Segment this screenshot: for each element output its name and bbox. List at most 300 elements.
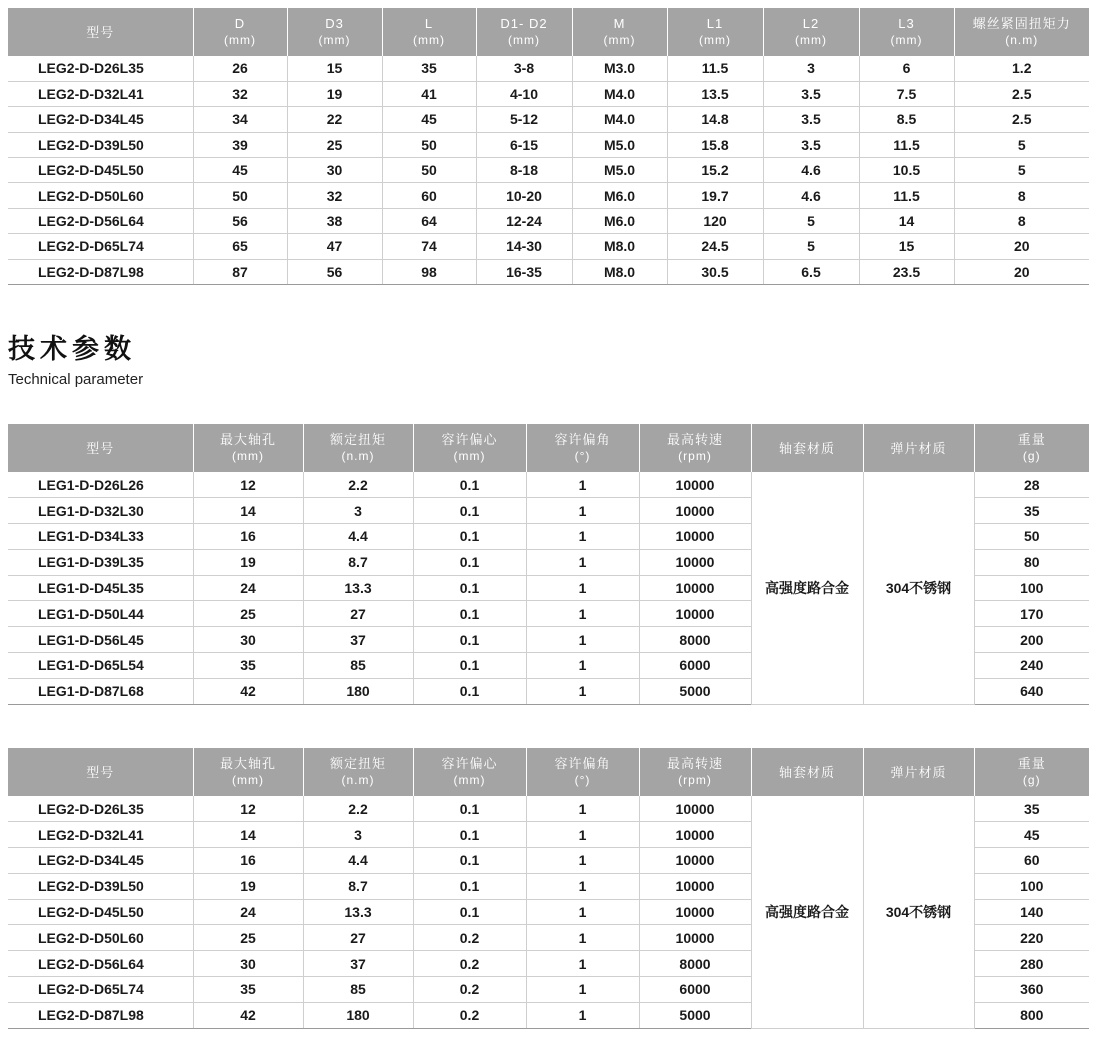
value-cell: 4.4 xyxy=(303,524,413,550)
weight-cell: 100 xyxy=(974,575,1089,601)
column-header-unit: (mm) xyxy=(890,33,923,47)
value-cell: 10000 xyxy=(639,472,751,498)
column-header-label: M xyxy=(613,16,626,31)
value-cell: 35 xyxy=(193,653,303,679)
value-cell: 2.5 xyxy=(954,107,1089,132)
value-cell: 25 xyxy=(287,132,382,157)
model-cell: LEG2-D-D32L41 xyxy=(8,822,193,848)
column-header-label: L3 xyxy=(898,16,915,31)
table-header-row xyxy=(8,748,1089,796)
value-cell: M5.0 xyxy=(572,158,667,183)
column-header xyxy=(193,748,303,796)
value-cell: 0.1 xyxy=(413,549,526,575)
value-cell: 35 xyxy=(193,977,303,1003)
value-cell: 6 xyxy=(859,56,954,81)
column-header-label: 型号 xyxy=(86,24,115,40)
column-header xyxy=(476,8,572,56)
value-cell: 12 xyxy=(193,796,303,822)
weight-cell: 60 xyxy=(974,848,1089,874)
weight-cell: 140 xyxy=(974,899,1089,925)
value-cell: 47 xyxy=(287,234,382,259)
table-row xyxy=(8,259,1089,284)
spring-material-cell: 304不锈钢 xyxy=(863,472,974,704)
column-header-label: D3 xyxy=(325,16,344,31)
table-header-row xyxy=(8,424,1089,472)
column-header-unit: (g) xyxy=(1022,773,1041,787)
value-cell: 98 xyxy=(382,259,476,284)
value-cell: 50 xyxy=(382,132,476,157)
value-cell: 37 xyxy=(303,627,413,653)
value-cell: 50 xyxy=(193,183,287,208)
value-cell: 8 xyxy=(954,183,1089,208)
value-cell: 5000 xyxy=(639,678,751,704)
weight-cell: 240 xyxy=(974,653,1089,679)
value-cell: 0.2 xyxy=(413,1002,526,1028)
value-cell: 1 xyxy=(526,549,639,575)
column-header-label: 容许偏角 xyxy=(554,432,611,447)
value-cell: 5 xyxy=(763,208,859,233)
column-header xyxy=(751,748,863,796)
spring-material-cell: 304不锈钢 xyxy=(863,796,974,1028)
table-row xyxy=(8,796,1089,822)
value-cell: 1 xyxy=(526,653,639,679)
value-cell: M4.0 xyxy=(572,81,667,106)
value-cell: 1 xyxy=(526,951,639,977)
value-cell: 1.2 xyxy=(954,56,1089,81)
column-header-label: L2 xyxy=(802,16,820,31)
value-cell: M4.0 xyxy=(572,107,667,132)
value-cell: 24 xyxy=(193,899,303,925)
value-cell: 10000 xyxy=(639,549,751,575)
table-row xyxy=(8,81,1089,106)
column-header-label: 最高转速 xyxy=(666,432,723,447)
column-header-unit: (°) xyxy=(574,773,591,787)
value-cell: 11.5 xyxy=(859,132,954,157)
value-cell: 0.1 xyxy=(413,627,526,653)
value-cell: 3 xyxy=(303,498,413,524)
column-header-unit: (mm) xyxy=(224,33,256,47)
value-cell: 25 xyxy=(193,925,303,951)
value-cell: 65 xyxy=(193,234,287,259)
value-cell: 56 xyxy=(193,208,287,233)
column-header xyxy=(193,8,287,56)
value-cell: 6000 xyxy=(639,977,751,1003)
value-cell: 4-10 xyxy=(476,81,572,106)
value-cell: 8.5 xyxy=(859,107,954,132)
column-header-label: 重量 xyxy=(1017,432,1046,447)
value-cell: 13.3 xyxy=(303,899,413,925)
value-cell: 2.5 xyxy=(954,81,1089,106)
value-cell: 32 xyxy=(193,81,287,106)
value-cell: 16-35 xyxy=(476,259,572,284)
value-cell: 5 xyxy=(954,132,1089,157)
model-cell: LEG2-D-D50L60 xyxy=(8,183,193,208)
model-cell: LEG2-D-D56L64 xyxy=(8,208,193,233)
column-header-unit: (rpm) xyxy=(678,773,712,787)
column-header-label: 最高转速 xyxy=(666,756,723,771)
column-header-unit: (n.m) xyxy=(341,773,375,787)
column-header-label: L1 xyxy=(706,16,724,31)
model-cell: LEG1-D-D45L35 xyxy=(8,575,193,601)
value-cell: 1 xyxy=(526,899,639,925)
value-cell: 0.1 xyxy=(413,653,526,679)
value-cell: 42 xyxy=(193,1002,303,1028)
value-cell: 15 xyxy=(287,56,382,81)
column-header xyxy=(863,424,974,472)
value-cell: 27 xyxy=(303,925,413,951)
section-subtitle: Technical parameter xyxy=(8,371,144,388)
value-cell: 20 xyxy=(954,259,1089,284)
value-cell: 45 xyxy=(382,107,476,132)
value-cell: 1 xyxy=(526,796,639,822)
value-cell: 7.5 xyxy=(859,81,954,106)
value-cell: 3 xyxy=(763,56,859,81)
value-cell: 11.5 xyxy=(859,183,954,208)
model-cell: LEG2-D-D65L74 xyxy=(8,977,193,1003)
table-row xyxy=(8,132,1089,157)
model-cell: LEG2-D-D39L50 xyxy=(8,873,193,899)
value-cell: 3.5 xyxy=(763,81,859,106)
value-cell: 19 xyxy=(287,81,382,106)
column-header-unit: (mm) xyxy=(232,773,264,787)
model-cell: LEG1-D-D50L44 xyxy=(8,601,193,627)
model-cell: LEG2-D-D34L45 xyxy=(8,107,193,132)
column-header xyxy=(382,8,476,56)
value-cell: M8.0 xyxy=(572,259,667,284)
column-header-label: 最大轴孔 xyxy=(219,756,276,771)
weight-cell: 200 xyxy=(974,627,1089,653)
column-header-unit: (mm) xyxy=(453,773,486,787)
column-header xyxy=(8,8,193,56)
value-cell: 0.1 xyxy=(413,899,526,925)
value-cell: 180 xyxy=(303,1002,413,1028)
column-header-label: L xyxy=(424,16,434,31)
value-cell: 1 xyxy=(526,498,639,524)
column-header-label: 最大轴孔 xyxy=(219,432,276,447)
value-cell: 26 xyxy=(193,56,287,81)
value-cell: 8000 xyxy=(639,627,751,653)
column-header-label: 弹片材质 xyxy=(890,440,947,456)
column-header xyxy=(526,748,639,796)
column-header-label: 额定扭矩 xyxy=(329,756,386,771)
table-row xyxy=(8,107,1089,132)
value-cell: 0.1 xyxy=(413,498,526,524)
value-cell: 0.1 xyxy=(413,601,526,627)
value-cell: 10-20 xyxy=(476,183,572,208)
column-header-label: D xyxy=(234,16,246,31)
value-cell: M3.0 xyxy=(572,56,667,81)
column-header-unit: (rpm) xyxy=(678,449,712,463)
value-cell: 1 xyxy=(526,873,639,899)
value-cell: 19 xyxy=(193,873,303,899)
model-cell: LEG1-D-D32L30 xyxy=(8,498,193,524)
value-cell: 0.1 xyxy=(413,678,526,704)
value-cell: 38 xyxy=(287,208,382,233)
dimension-table xyxy=(8,8,1089,285)
value-cell: 8.7 xyxy=(303,873,413,899)
column-header-unit: (mm) xyxy=(603,33,636,47)
value-cell: 8000 xyxy=(639,951,751,977)
column-header xyxy=(954,8,1089,56)
value-cell: 10000 xyxy=(639,796,751,822)
column-header-unit: (mm) xyxy=(413,33,445,47)
value-cell: 22 xyxy=(287,107,382,132)
value-cell: 6.5 xyxy=(763,259,859,284)
value-cell: 30 xyxy=(193,627,303,653)
value-cell: 1 xyxy=(526,575,639,601)
value-cell: 10000 xyxy=(639,848,751,874)
model-cell: LEG2-D-D34L45 xyxy=(8,848,193,874)
table-header-row xyxy=(8,8,1089,56)
value-cell: 37 xyxy=(303,951,413,977)
value-cell: 180 xyxy=(303,678,413,704)
weight-cell: 45 xyxy=(974,822,1089,848)
value-cell: 16 xyxy=(193,848,303,874)
column-header-unit: (n.m) xyxy=(1005,33,1039,47)
hub-material-cell: 高强度路合金 xyxy=(751,796,863,1028)
model-cell: LEG2-D-D56L64 xyxy=(8,951,193,977)
value-cell: 0.1 xyxy=(413,472,526,498)
column-header-unit: (°) xyxy=(574,449,591,463)
value-cell: 10000 xyxy=(639,822,751,848)
column-header xyxy=(667,8,763,56)
model-cell: LEG2-D-D26L35 xyxy=(8,796,193,822)
weight-cell: 80 xyxy=(974,549,1089,575)
column-header-unit: (mm) xyxy=(453,449,486,463)
value-cell: 0.1 xyxy=(413,873,526,899)
value-cell: 11.5 xyxy=(667,56,763,81)
value-cell: 1 xyxy=(526,524,639,550)
value-cell: 0.2 xyxy=(413,977,526,1003)
column-header-label: 轴套材质 xyxy=(778,764,835,780)
value-cell: 10000 xyxy=(639,575,751,601)
value-cell: 39 xyxy=(193,132,287,157)
table-row xyxy=(8,158,1089,183)
weight-cell: 50 xyxy=(974,524,1089,550)
value-cell: 0.2 xyxy=(413,951,526,977)
value-cell: 41 xyxy=(382,81,476,106)
value-cell: 74 xyxy=(382,234,476,259)
value-cell: 14.8 xyxy=(667,107,763,132)
model-cell: LEG1-D-D39L35 xyxy=(8,549,193,575)
value-cell: 0.1 xyxy=(413,822,526,848)
column-header xyxy=(303,748,413,796)
value-cell: 13.3 xyxy=(303,575,413,601)
value-cell: 3.5 xyxy=(763,107,859,132)
model-cell: LEG2-D-D32L41 xyxy=(8,81,193,106)
column-header-label: 容许偏心 xyxy=(441,756,498,771)
value-cell: 15.2 xyxy=(667,158,763,183)
value-cell: 19.7 xyxy=(667,183,763,208)
value-cell: 24 xyxy=(193,575,303,601)
value-cell: 8-18 xyxy=(476,158,572,183)
value-cell: 42 xyxy=(193,678,303,704)
value-cell: 85 xyxy=(303,977,413,1003)
value-cell: 2.2 xyxy=(303,796,413,822)
value-cell: 56 xyxy=(287,259,382,284)
model-cell: LEG1-D-D65L54 xyxy=(8,653,193,679)
value-cell: 10.5 xyxy=(859,158,954,183)
value-cell: 1 xyxy=(526,925,639,951)
column-header-unit: (mm) xyxy=(318,33,351,47)
value-cell: 0.2 xyxy=(413,925,526,951)
value-cell: 5-12 xyxy=(476,107,572,132)
column-header-label: 重量 xyxy=(1017,756,1046,771)
value-cell: 27 xyxy=(303,601,413,627)
column-header xyxy=(526,424,639,472)
weight-cell: 35 xyxy=(974,796,1089,822)
value-cell: 10000 xyxy=(639,601,751,627)
column-header-unit: (mm) xyxy=(795,33,827,47)
value-cell: 30.5 xyxy=(667,259,763,284)
column-header-label: 螺丝紧固扭矩力 xyxy=(972,16,1071,31)
value-cell: 13.5 xyxy=(667,81,763,106)
column-header xyxy=(287,8,382,56)
value-cell: 60 xyxy=(382,183,476,208)
value-cell: 23.5 xyxy=(859,259,954,284)
value-cell: 0.1 xyxy=(413,796,526,822)
column-header xyxy=(8,748,193,796)
column-header xyxy=(763,8,859,56)
hub-material-cell: 高强度路合金 xyxy=(751,472,863,704)
table-row xyxy=(8,56,1089,81)
model-cell: LEG1-D-D34L33 xyxy=(8,524,193,550)
value-cell: 25 xyxy=(193,601,303,627)
weight-cell: 360 xyxy=(974,977,1089,1003)
value-cell: 10000 xyxy=(639,524,751,550)
value-cell: 5 xyxy=(954,158,1089,183)
value-cell: 1 xyxy=(526,627,639,653)
column-header xyxy=(303,424,413,472)
value-cell: 3.5 xyxy=(763,132,859,157)
value-cell: 12-24 xyxy=(476,208,572,233)
value-cell: 1 xyxy=(526,822,639,848)
value-cell: 2.2 xyxy=(303,472,413,498)
model-cell: LEG2-D-D39L50 xyxy=(8,132,193,157)
value-cell: M6.0 xyxy=(572,183,667,208)
column-header xyxy=(8,424,193,472)
column-header-label: D1- D2 xyxy=(500,16,548,31)
section-title: 技术参数 xyxy=(8,334,136,364)
weight-cell: 220 xyxy=(974,925,1089,951)
value-cell: 87 xyxy=(193,259,287,284)
value-cell: 50 xyxy=(382,158,476,183)
value-cell: 4.6 xyxy=(763,158,859,183)
model-cell: LEG1-D-D56L45 xyxy=(8,627,193,653)
value-cell: 1 xyxy=(526,848,639,874)
column-header-label: 弹片材质 xyxy=(890,764,947,780)
value-cell: 15.8 xyxy=(667,132,763,157)
technical-parameter-table-leg1 xyxy=(8,424,1089,705)
weight-cell: 800 xyxy=(974,1002,1089,1028)
value-cell: 0.1 xyxy=(413,575,526,601)
value-cell: 1 xyxy=(526,1002,639,1028)
value-cell: 1 xyxy=(526,601,639,627)
value-cell: 10000 xyxy=(639,899,751,925)
value-cell: 5 xyxy=(763,234,859,259)
column-header xyxy=(751,424,863,472)
technical-parameter-table-leg2 xyxy=(8,748,1089,1029)
column-header-unit: (n.m) xyxy=(341,449,375,463)
value-cell: 14 xyxy=(859,208,954,233)
model-cell: LEG2-D-D26L35 xyxy=(8,56,193,81)
table-row xyxy=(8,472,1089,498)
value-cell: 4.6 xyxy=(763,183,859,208)
value-cell: 1 xyxy=(526,678,639,704)
value-cell: 10000 xyxy=(639,498,751,524)
weight-cell: 170 xyxy=(974,601,1089,627)
column-header-label: 轴套材质 xyxy=(778,440,835,456)
column-header xyxy=(413,424,526,472)
model-cell: LEG2-D-D45L50 xyxy=(8,158,193,183)
value-cell: 6-15 xyxy=(476,132,572,157)
column-header xyxy=(413,748,526,796)
column-header xyxy=(572,8,667,56)
table-row xyxy=(8,208,1089,233)
value-cell: 30 xyxy=(193,951,303,977)
value-cell: M6.0 xyxy=(572,208,667,233)
value-cell: 16 xyxy=(193,524,303,550)
column-header-unit: (mm) xyxy=(699,33,731,47)
value-cell: 19 xyxy=(193,549,303,575)
column-header xyxy=(863,748,974,796)
weight-cell: 280 xyxy=(974,951,1089,977)
value-cell: 10000 xyxy=(639,925,751,951)
value-cell: 10000 xyxy=(639,873,751,899)
weight-cell: 35 xyxy=(974,498,1089,524)
value-cell: 3 xyxy=(303,822,413,848)
value-cell: 85 xyxy=(303,653,413,679)
model-cell: LEG2-D-D50L60 xyxy=(8,925,193,951)
column-header-label: 容许偏心 xyxy=(441,432,498,447)
value-cell: 8.7 xyxy=(303,549,413,575)
value-cell: 20 xyxy=(954,234,1089,259)
value-cell: 35 xyxy=(382,56,476,81)
column-header xyxy=(639,748,751,796)
value-cell: 5000 xyxy=(639,1002,751,1028)
column-header-label: 型号 xyxy=(86,440,115,456)
column-header-unit: (g) xyxy=(1022,449,1041,463)
table-row xyxy=(8,234,1089,259)
value-cell: 0.1 xyxy=(413,524,526,550)
value-cell: 14 xyxy=(193,822,303,848)
value-cell: 6000 xyxy=(639,653,751,679)
model-cell: LEG2-D-D87L98 xyxy=(8,1002,193,1028)
weight-cell: 100 xyxy=(974,873,1089,899)
value-cell: 0.1 xyxy=(413,848,526,874)
value-cell: 14-30 xyxy=(476,234,572,259)
model-cell: LEG2-D-D45L50 xyxy=(8,899,193,925)
model-cell: LEG2-D-D65L74 xyxy=(8,234,193,259)
value-cell: 12 xyxy=(193,472,303,498)
model-cell: LEG1-D-D26L26 xyxy=(8,472,193,498)
value-cell: 64 xyxy=(382,208,476,233)
weight-cell: 28 xyxy=(974,472,1089,498)
value-cell: 3-8 xyxy=(476,56,572,81)
value-cell: 32 xyxy=(287,183,382,208)
value-cell: 45 xyxy=(193,158,287,183)
value-cell: 120 xyxy=(667,208,763,233)
value-cell: 14 xyxy=(193,498,303,524)
model-cell: LEG1-D-D87L68 xyxy=(8,678,193,704)
column-header xyxy=(859,8,954,56)
table-row xyxy=(8,183,1089,208)
column-header xyxy=(974,748,1089,796)
column-header xyxy=(193,424,303,472)
column-header-label: 型号 xyxy=(86,764,115,780)
column-header-unit: (mm) xyxy=(232,449,264,463)
value-cell: M5.0 xyxy=(572,132,667,157)
